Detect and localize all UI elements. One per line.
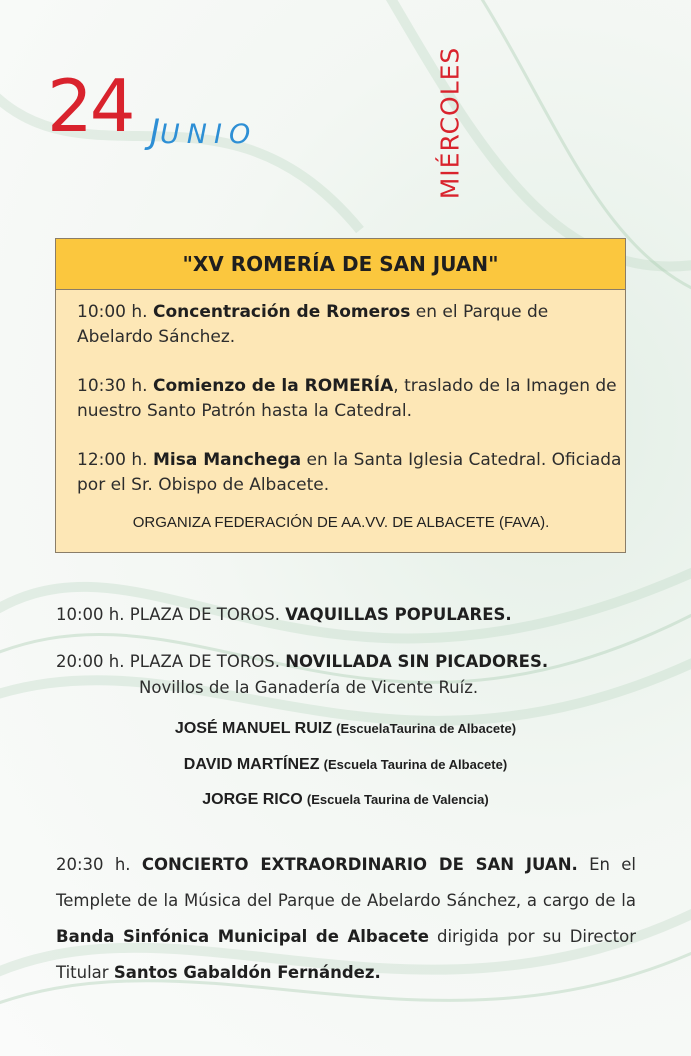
- date-day-number: 24: [47, 64, 133, 148]
- romeria-body: [56, 300, 625, 531]
- vaquillas-time: 10:00 h. PLAZA DE TOROS.: [56, 605, 280, 624]
- vaquillas-title: VAQUILLAS POPULARES.: [285, 605, 512, 624]
- event-text: en el Parque de Abelardo Sánchez.: [77, 302, 549, 347]
- event-time: 10:00 h.: [77, 302, 148, 322]
- concert-title: CONCIERTO EXTRAORDINARIO DE SAN JUAN.: [141, 855, 578, 874]
- event-title: Concentración de Romeros: [152, 302, 411, 322]
- novillada-title: NOVILLADA SIN PICADORES.: [285, 652, 549, 671]
- event-text: , traslado de la Imagen de nuestro Santo Patrón hasta la Catedral.: [77, 376, 617, 421]
- event-text: en la Santa Iglesia Catedral. Oficiada por el Sr. Obispo de Albacete.: [77, 450, 622, 495]
- bullfighter-name: JOSÉ MANUEL RUIZ: [174, 720, 332, 737]
- romeria-event: [77, 448, 625, 498]
- novillada-subtitle: Novillos de la Ganadería de Vicente Ruíz.: [139, 678, 479, 697]
- date-month: [150, 112, 257, 152]
- romeria-box: [55, 238, 626, 553]
- vaquillas-line: [56, 605, 512, 624]
- month-initial: J: [150, 112, 161, 152]
- concert-director: Santos Gabaldón Fernández.: [113, 963, 381, 982]
- bullfighter-name: JORGE RICO: [202, 791, 303, 808]
- event-time: 12:00 h.: [77, 450, 148, 470]
- bullfighter-school: (EscuelaTaurina de Albacete): [336, 721, 517, 736]
- novillada-line: [56, 652, 548, 671]
- bullfighter-item: [0, 791, 691, 809]
- concert-band: Banda Sinfónica Municipal de Albacete: [56, 927, 429, 946]
- concert-time: 20:30 h.: [56, 855, 131, 874]
- weekday-container: [430, 30, 470, 215]
- concert-text: dirigida por su Director Titular: [56, 927, 636, 982]
- bullfighter-school: (Escuela Taurina de Valencia): [306, 792, 489, 807]
- bullfighter-name: DAVID MARTÍNEZ: [183, 756, 320, 773]
- concert-paragraph: [56, 847, 636, 991]
- romeria-event: [77, 300, 625, 350]
- bullfighter-item: [0, 756, 691, 774]
- bullfighter-school: (Escuela Taurina de Albacete): [323, 757, 508, 772]
- concert-text: En el Templete de la Música del Parque de Abelardo Sánchez, a cargo de la: [56, 855, 636, 910]
- event-title: Comienzo de la ROMERÍA: [152, 376, 394, 396]
- event-title: Misa Manchega: [152, 450, 302, 470]
- romeria-event: [77, 374, 625, 424]
- event-time: 10:30 h.: [77, 376, 148, 396]
- novillada-time: 20:00 h. PLAZA DE TOROS.: [56, 652, 280, 671]
- weekday-label: MIÉRCOLES: [435, 46, 465, 199]
- bullfighter-item: [0, 720, 691, 738]
- month-rest: UNIO: [160, 119, 258, 150]
- romeria-title: "XV ROMERÍA DE SAN JUAN": [56, 239, 625, 290]
- organizer-note: ORGANIZA FEDERACIÓN DE AA.VV. DE ALBACETE (FAVA).: [132, 514, 550, 531]
